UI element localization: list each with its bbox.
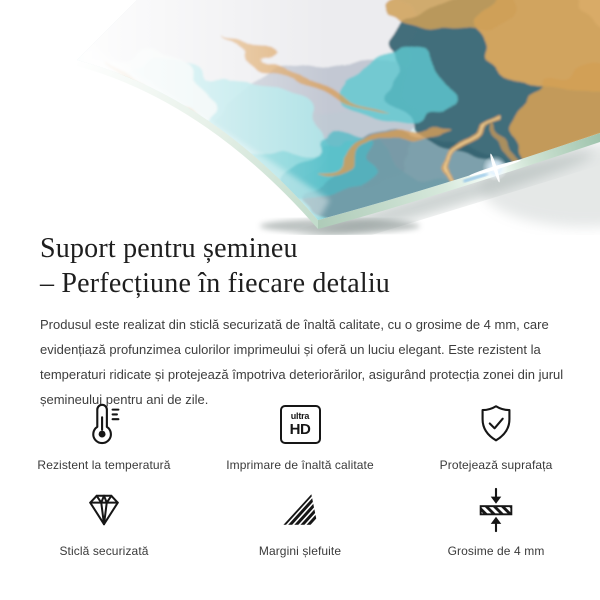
feature-label: Margini șlefuite	[258, 544, 342, 558]
feature-grid	[6, 399, 594, 558]
feature-label: Rezistent la temperatură	[37, 458, 171, 472]
product-description: Produsul este realizat din sticlă securizată de înaltă calitate, cu o grosime de 4 mm, care evidențiază profunzimea culorilor imprimeului și oferă un luciu elegant. Este rezistent la temperaturi ridicate și protejează împotriva deteriorărilor, asigurând protecția zonei din jurul șemineului pentru ani de zile.	[40, 317, 564, 407]
feature-label: Sticlă securizată	[59, 544, 149, 558]
feature-label: Protejează suprafața	[439, 458, 553, 472]
product-photo	[0, 0, 600, 235]
ultra-hd-icon	[280, 405, 321, 444]
feature-thickness	[398, 485, 594, 558]
feature-polished-edges	[202, 485, 398, 558]
feature-heat-resistance	[6, 399, 202, 472]
feature-surface-protection	[398, 399, 594, 472]
glass-panel-image	[0, 0, 600, 235]
feature-label: Imprimare de înaltă calitate	[226, 458, 374, 472]
title-line-2: – Perfecțiune în fiecare detaliu	[40, 268, 391, 299]
feature-print-quality	[202, 399, 398, 472]
page-title	[40, 231, 580, 301]
ultra-hd-text-bottom: HD	[289, 420, 311, 438]
product-info-section	[40, 231, 580, 412]
polished-edges-icon	[278, 489, 322, 531]
feature-label: Grosime de 4 mm	[447, 544, 545, 558]
feature-tempered-glass	[6, 485, 202, 558]
thickness-icon	[473, 486, 519, 534]
thermometer-icon	[81, 401, 127, 447]
ultra-hd-text-top: ultra	[290, 410, 310, 421]
diamond-icon	[81, 488, 127, 532]
shield-check-icon	[473, 401, 519, 447]
title-line-1: Suport pentru șemineu	[40, 233, 298, 264]
